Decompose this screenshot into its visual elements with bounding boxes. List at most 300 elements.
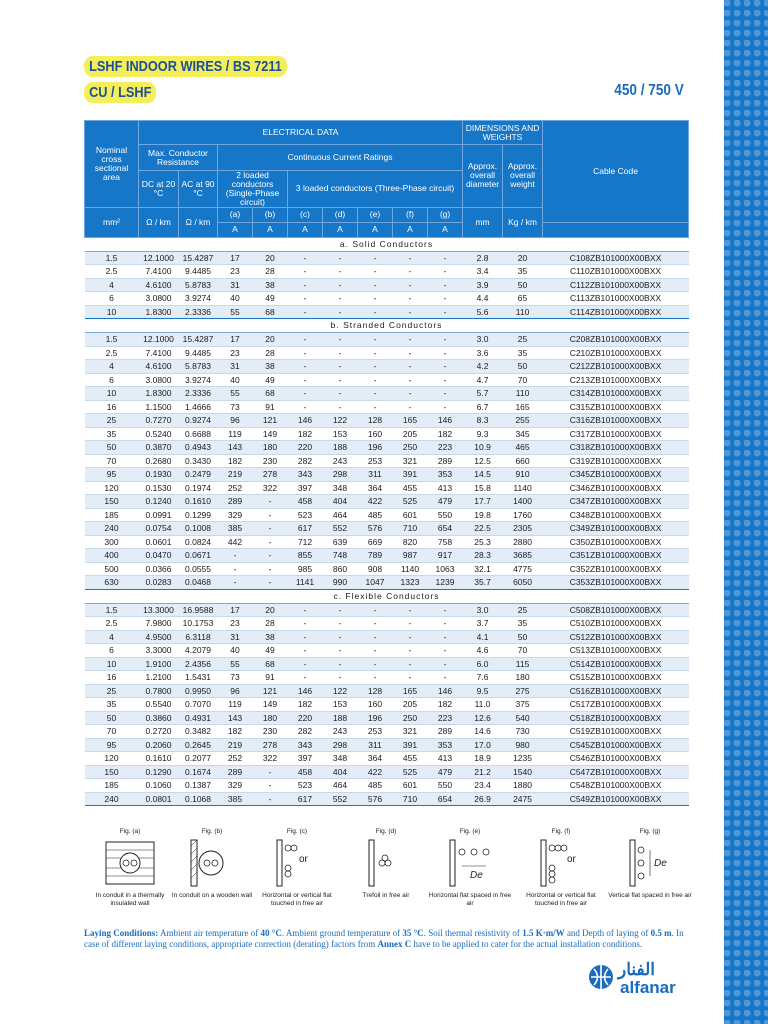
table-row — [85, 671, 689, 685]
table-cell: - — [323, 657, 358, 671]
table-cell: 329 — [218, 508, 253, 522]
conduit-wooden-wall-diagram — [187, 838, 237, 888]
table-cell: 153 — [323, 427, 358, 441]
table-cell: 0.1299 — [179, 508, 218, 522]
table-cell: 7.6 — [463, 671, 503, 685]
table-cell: 1.5 — [85, 603, 139, 617]
table-cell: - — [358, 251, 393, 265]
table-cell: 252 — [218, 481, 253, 495]
page-title: LSHF INDOOR WIRES / BS 7211 — [84, 56, 287, 77]
laying-label: Laying Conditions: — [84, 928, 159, 938]
fig-letter: (f) — [393, 207, 428, 222]
table-cell: 0.1290 — [139, 765, 179, 779]
table-cell: 13.3000 — [139, 603, 179, 617]
table-row — [85, 617, 689, 631]
table-cell: 2305 — [503, 522, 543, 536]
table-cell: 15.8 — [463, 481, 503, 495]
table-cell: 50 — [85, 711, 139, 725]
table-cell: 990 — [323, 576, 358, 590]
table-cell: - — [323, 251, 358, 265]
table-row — [85, 576, 689, 590]
fig-letter: (d) — [323, 207, 358, 222]
table-cell: 12.5 — [463, 454, 503, 468]
table-cell: 1540 — [503, 765, 543, 779]
table-cell: - — [393, 671, 428, 685]
table-cell: - — [428, 387, 463, 401]
amp-unit: A — [218, 222, 253, 237]
table-cell: C518ZB101000X00BXX — [543, 711, 689, 725]
table-cell: - — [393, 400, 428, 414]
table-cell: 385 — [218, 792, 253, 806]
table-cell: 25 — [503, 333, 543, 347]
table-cell: - — [393, 360, 428, 374]
table-cell: 1323 — [393, 576, 428, 590]
table-cell: 20 — [503, 251, 543, 265]
table-cell: 910 — [503, 468, 543, 482]
table-cell: 14.6 — [463, 725, 503, 739]
cable-spec-table — [84, 120, 689, 806]
table-row — [85, 792, 689, 806]
table-cell: 0.1387 — [179, 779, 218, 793]
unit-spacer — [543, 222, 689, 237]
table-cell: 397 — [288, 752, 323, 766]
table-cell: - — [393, 644, 428, 658]
table-cell: - — [288, 657, 323, 671]
table-cell: C514ZB101000X00BXX — [543, 657, 689, 671]
table-cell: 143 — [218, 711, 253, 725]
table-row — [85, 481, 689, 495]
table-cell: 70 — [503, 644, 543, 658]
laying-text: have to be applied to cater for the actual installation conditions. — [411, 939, 643, 950]
table-cell: C351ZB101000X00BXX — [543, 549, 689, 563]
table-cell: 552 — [323, 522, 358, 536]
table-row — [85, 251, 689, 265]
table-row — [85, 400, 689, 414]
table-cell: - — [323, 617, 358, 631]
table-cell: 31 — [218, 360, 253, 374]
table-cell: 364 — [358, 752, 393, 766]
unit-mm: mm — [463, 207, 503, 237]
table-cell: - — [393, 630, 428, 644]
table-cell: 160 — [358, 698, 393, 712]
table-cell: 289 — [218, 765, 253, 779]
table-cell: - — [323, 603, 358, 617]
table-cell: 1.5 — [85, 333, 139, 347]
table-cell: 485 — [358, 508, 393, 522]
table-cell: 550 — [428, 779, 463, 793]
table-cell: 165 — [503, 400, 543, 414]
figure-g — [608, 828, 692, 900]
section-title: a. Solid Conductors — [85, 237, 689, 251]
table-cell: C114ZB101000X00BXX — [543, 305, 689, 319]
table-row — [85, 305, 689, 319]
table-cell: - — [358, 630, 393, 644]
table-cell: 143 — [218, 441, 253, 455]
table-cell: 730 — [503, 725, 543, 739]
cable-code-header: Cable Code — [543, 121, 689, 223]
fig-letter: (g) — [428, 207, 463, 222]
table-cell: 28 — [253, 617, 288, 631]
table-cell: 17 — [218, 251, 253, 265]
table-cell: C112ZB101000X00BXX — [543, 278, 689, 292]
table-cell: - — [393, 346, 428, 360]
figure-caption: Horizontal or vertical flat touched in free air — [526, 892, 596, 907]
table-cell: 17.7 — [463, 495, 503, 509]
table-row — [85, 387, 689, 401]
table-cell: 25.3 — [463, 535, 503, 549]
table-cell: 40 — [218, 292, 253, 306]
table-cell: - — [288, 305, 323, 319]
table-cell: 0.9950 — [179, 684, 218, 698]
table-cell: 153 — [323, 698, 358, 712]
table-cell: 6.0 — [463, 657, 503, 671]
table-cell: - — [428, 373, 463, 387]
table-cell: 4.4 — [463, 292, 503, 306]
table-cell: 1880 — [503, 779, 543, 793]
table-cell: 18.9 — [463, 752, 503, 766]
table-cell: 65 — [503, 292, 543, 306]
table-cell: 128 — [358, 684, 393, 698]
table-row — [85, 738, 689, 752]
table-cell: 96 — [218, 414, 253, 428]
table-cell: 3.7 — [463, 617, 503, 631]
table-cell: 669 — [358, 535, 393, 549]
table-cell: - — [253, 549, 288, 563]
table-row — [85, 630, 689, 644]
table-cell: 654 — [428, 522, 463, 536]
table-cell: 413 — [428, 481, 463, 495]
table-cell: - — [253, 562, 288, 576]
approx-weight-header: Approx. overall weight — [503, 145, 543, 208]
table-cell: 23.4 — [463, 779, 503, 793]
table-cell: - — [428, 603, 463, 617]
figure-label: Fig. (d) — [375, 828, 397, 835]
table-cell: - — [358, 360, 393, 374]
table-cell: 25 — [503, 603, 543, 617]
table-cell: 6.3118 — [179, 630, 218, 644]
table-cell: 1.9100 — [139, 657, 179, 671]
table-cell: 165 — [393, 414, 428, 428]
table-cell: 0.5240 — [139, 427, 179, 441]
table-cell: C549ZB101000X00BXX — [543, 792, 689, 806]
table-cell: 400 — [85, 549, 139, 563]
table-cell: 485 — [358, 779, 393, 793]
table-cell: - — [428, 630, 463, 644]
table-cell: 38 — [253, 630, 288, 644]
amp-unit: A — [288, 222, 323, 237]
table-cell: 917 — [428, 549, 463, 563]
table-cell: 5.8783 — [179, 278, 218, 292]
table-cell: 0.1674 — [179, 765, 218, 779]
table-cell: C208ZB101000X00BXX — [543, 333, 689, 347]
table-cell: - — [393, 278, 428, 292]
table-cell: C349ZB101000X00BXX — [543, 522, 689, 536]
figure-d — [346, 828, 426, 900]
amp-unit: A — [358, 222, 393, 237]
table-cell: - — [393, 657, 428, 671]
table-cell: 5.7 — [463, 387, 503, 401]
table-cell: 0.0468 — [179, 576, 218, 590]
electrical-data-header: ELECTRICAL DATA — [139, 121, 463, 145]
table-cell: 160 — [358, 427, 393, 441]
table-cell: 73 — [218, 671, 253, 685]
table-cell: - — [288, 333, 323, 347]
table-cell: 1235 — [503, 752, 543, 766]
table-cell: 1.8300 — [139, 387, 179, 401]
table-cell: 19.8 — [463, 508, 503, 522]
table-cell: C513ZB101000X00BXX — [543, 644, 689, 658]
unit-ohm-ac: Ω / km — [179, 207, 218, 237]
table-cell: - — [288, 671, 323, 685]
table-cell: 28 — [253, 265, 288, 279]
table-cell: 185 — [85, 779, 139, 793]
table-cell: 50 — [503, 630, 543, 644]
table-cell: 617 — [288, 522, 323, 536]
table-cell: 523 — [288, 779, 323, 793]
table-cell: 0.1008 — [179, 522, 218, 536]
table-cell: 96 — [218, 684, 253, 698]
table-cell: 3.0800 — [139, 373, 179, 387]
table-cell: 289 — [428, 454, 463, 468]
laying-text: . Soil thermal resistivity of — [423, 928, 523, 938]
table-cell: - — [323, 265, 358, 279]
table-cell: - — [323, 292, 358, 306]
table-cell: - — [253, 792, 288, 806]
table-cell: - — [358, 292, 393, 306]
figures-row — [84, 828, 692, 920]
table-cell: - — [428, 333, 463, 347]
logo-globe-icon — [588, 964, 614, 990]
table-row — [85, 698, 689, 712]
laying-value: 1.5 K·m/W — [522, 928, 565, 938]
table-cell: 540 — [503, 711, 543, 725]
table-cell: - — [358, 333, 393, 347]
table-cell: C512ZB101000X00BXX — [543, 630, 689, 644]
figure-f — [514, 828, 608, 908]
table-cell: 122 — [323, 684, 358, 698]
table-cell: 28 — [253, 346, 288, 360]
table-cell: 17.0 — [463, 738, 503, 752]
table-cell: 4.6100 — [139, 360, 179, 374]
table-cell: 115 — [503, 657, 543, 671]
table-cell: 4.2 — [463, 360, 503, 374]
table-cell: - — [393, 251, 428, 265]
table-header — [85, 121, 689, 238]
table-cell: - — [393, 387, 428, 401]
table-cell: 343 — [288, 738, 323, 752]
table-cell: 35 — [503, 617, 543, 631]
table-cell: 180 — [253, 711, 288, 725]
table-cell: 223 — [428, 441, 463, 455]
table-row — [85, 265, 689, 279]
table-cell: C347ZB101000X00BXX — [543, 495, 689, 509]
table-cell: C315ZB101000X00BXX — [543, 400, 689, 414]
table-cell: 219 — [218, 738, 253, 752]
table-cell: 464 — [323, 779, 358, 793]
table-row — [85, 657, 689, 671]
table-cell: 3.9274 — [179, 373, 218, 387]
table-cell: 1400 — [503, 495, 543, 509]
or-label: or — [567, 854, 576, 865]
table-cell: - — [288, 630, 323, 644]
table-cell: 345 — [503, 427, 543, 441]
table-cell: 110 — [503, 387, 543, 401]
table-cell: - — [288, 373, 323, 387]
table-cell: 300 — [85, 535, 139, 549]
table-cell: 7.9800 — [139, 617, 179, 631]
table-cell: 205 — [393, 427, 428, 441]
table-cell: 21.2 — [463, 765, 503, 779]
table-cell: C545ZB101000X00BXX — [543, 738, 689, 752]
table-cell: 50 — [503, 278, 543, 292]
table-cell: 0.3860 — [139, 711, 179, 725]
table-cell: 3.0800 — [139, 292, 179, 306]
table-cell: 0.2645 — [179, 738, 218, 752]
table-cell: 4.6 — [463, 644, 503, 658]
table-cell: 391 — [393, 468, 428, 482]
table-cell: 523 — [288, 508, 323, 522]
table-row — [85, 549, 689, 563]
table-row — [85, 508, 689, 522]
table-cell: 1.4666 — [179, 400, 218, 414]
table-cell: 2.3336 — [179, 305, 218, 319]
table-cell: 2.8 — [463, 251, 503, 265]
table-cell: C519ZB101000X00BXX — [543, 725, 689, 739]
table-cell: 5.8783 — [179, 360, 218, 374]
table-cell: - — [288, 387, 323, 401]
table-cell: 165 — [393, 684, 428, 698]
figure-e — [426, 828, 514, 908]
table-cell: 1063 — [428, 562, 463, 576]
table-cell: 0.0470 — [139, 549, 179, 563]
table-row — [85, 752, 689, 766]
table-cell: 35 — [503, 265, 543, 279]
figure-label: Fig. (g) — [639, 828, 661, 835]
table-cell: - — [288, 346, 323, 360]
table-cell: 710 — [393, 792, 428, 806]
table-cell: - — [358, 278, 393, 292]
table-cell: - — [358, 387, 393, 401]
table-cell: - — [428, 346, 463, 360]
three-loaded-header: 3 loaded conductors (Three-Phase circuit) — [288, 171, 463, 208]
table-cell: 91 — [253, 400, 288, 414]
table-cell: 455 — [393, 752, 428, 766]
table-cell: 654 — [428, 792, 463, 806]
laying-text: . In case of different laying conditions, appropriate correction (derating) factors from — [84, 928, 684, 950]
table-cell: 908 — [358, 562, 393, 576]
unit-mm2: mm² — [85, 207, 139, 237]
table-cell: 465 — [503, 441, 543, 455]
table-cell: 23 — [218, 265, 253, 279]
continuous-current-header: Continuous Current Ratings — [218, 145, 463, 171]
trefoil-diagram — [361, 838, 411, 888]
table-cell: 11.0 — [463, 698, 503, 712]
table-cell: 0.3430 — [179, 454, 218, 468]
flat-touched-diagram — [267, 838, 327, 888]
table-cell: 525 — [393, 765, 428, 779]
table-cell: - — [428, 251, 463, 265]
table-cell: 70 — [85, 454, 139, 468]
table-cell: 9.5 — [463, 684, 503, 698]
table-cell: 253 — [358, 725, 393, 739]
table-cell: 0.4943 — [179, 441, 218, 455]
table-cell: 95 — [85, 738, 139, 752]
table-cell: 146 — [428, 684, 463, 698]
table-cell: 748 — [323, 549, 358, 563]
table-cell: 55 — [218, 387, 253, 401]
table-cell: 4.2079 — [179, 644, 218, 658]
amp-unit: A — [323, 222, 358, 237]
table-cell: 0.0801 — [139, 792, 179, 806]
table-cell: 413 — [428, 752, 463, 766]
table-cell: 243 — [323, 725, 358, 739]
table-cell: 3.9 — [463, 278, 503, 292]
table-cell: 3.3000 — [139, 644, 179, 658]
flat-touched-diagram — [531, 838, 591, 888]
table-cell: 0.0671 — [179, 549, 218, 563]
table-cell: 121 — [253, 684, 288, 698]
table-cell: 1047 — [358, 576, 393, 590]
table-cell: - — [358, 617, 393, 631]
table-cell: 38 — [253, 360, 288, 374]
table-cell: 422 — [358, 765, 393, 779]
table-cell: C348ZB101000X00BXX — [543, 508, 689, 522]
table-cell: 9.4485 — [179, 346, 218, 360]
table-row — [85, 292, 689, 306]
table-cell: 23 — [218, 346, 253, 360]
table-cell: 6 — [85, 644, 139, 658]
table-cell: - — [428, 305, 463, 319]
table-cell: - — [323, 373, 358, 387]
logo-arabic-text: الفنار — [618, 960, 656, 979]
table-cell: 455 — [393, 481, 428, 495]
table-cell: 0.1610 — [139, 752, 179, 766]
table-cell: 442 — [218, 535, 253, 549]
table-cell: C319ZB101000X00BXX — [543, 454, 689, 468]
table-cell: 855 — [288, 549, 323, 563]
table-cell: 149 — [253, 427, 288, 441]
table-cell: C515ZB101000X00BXX — [543, 671, 689, 685]
table-row — [85, 725, 689, 739]
table-cell: 364 — [358, 481, 393, 495]
two-loaded-header: 2 loaded conductors (Single-Phase circuit) — [218, 171, 288, 208]
table-cell: 1140 — [393, 562, 428, 576]
table-cell: 3.0 — [463, 603, 503, 617]
table-cell: 0.7270 — [139, 414, 179, 428]
table-cell: 35.7 — [463, 576, 503, 590]
table-cell: 2.5 — [85, 617, 139, 631]
table-cell: 149 — [253, 698, 288, 712]
table-cell: 1141 — [288, 576, 323, 590]
table-cell: 464 — [323, 508, 358, 522]
table-cell: 150 — [85, 765, 139, 779]
figure-caption: Horizontal or vertical flat touched in free air — [262, 892, 332, 907]
max-resistance-header: Max. Conductor Resistance — [139, 145, 218, 171]
table-cell: - — [323, 671, 358, 685]
table-cell: 343 — [288, 468, 323, 482]
table-cell: 404 — [323, 495, 358, 509]
table-cell: 68 — [253, 657, 288, 671]
table-cell: 820 — [393, 535, 428, 549]
ac-header: AC at 90 °C — [179, 171, 218, 208]
table-cell: 68 — [253, 387, 288, 401]
table-cell: 10 — [85, 305, 139, 319]
table-cell: C108ZB101000X00BXX — [543, 251, 689, 265]
table-cell: C345ZB101000X00BXX — [543, 468, 689, 482]
table-cell: 220 — [288, 711, 323, 725]
table-cell: 289 — [218, 495, 253, 509]
table-cell: 458 — [288, 765, 323, 779]
